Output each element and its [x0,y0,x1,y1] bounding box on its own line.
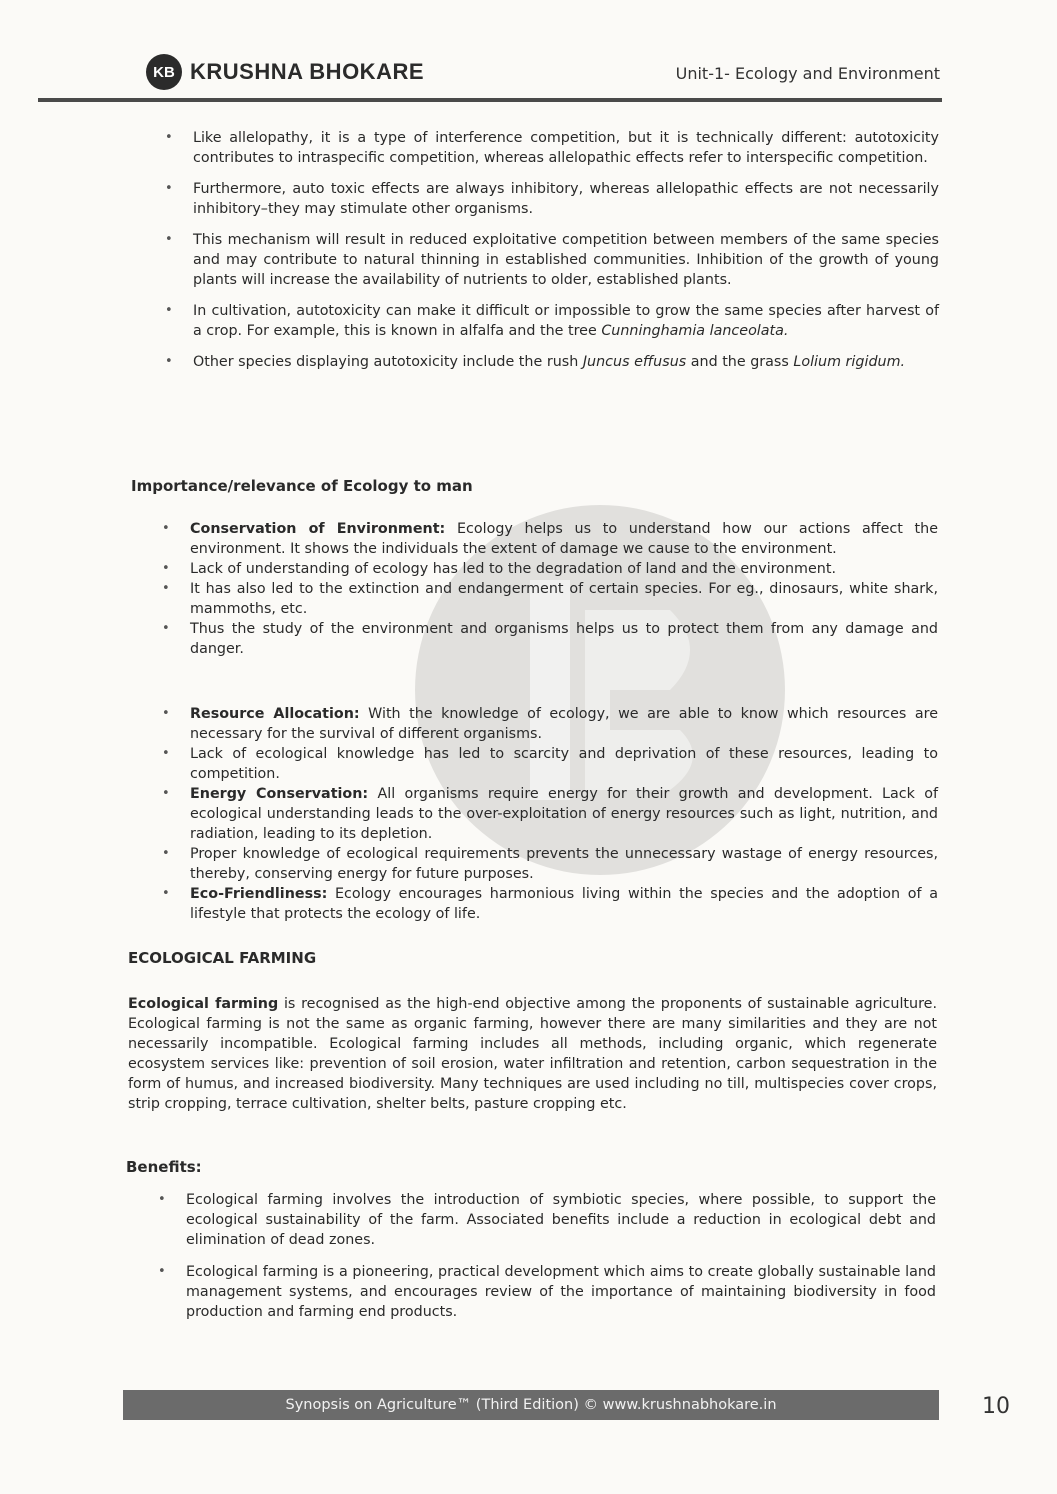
importance-heading: Importance/relevance of Ecology to man [131,477,473,495]
item-term: Conservation of Environment: [190,521,446,537]
list-item [193,301,939,341]
benefits-list [186,1190,936,1334]
list-item [193,352,939,372]
header-rule [38,98,942,102]
ecological-farming-heading: ECOLOGICAL FARMING [128,949,317,967]
item-text: Proper knowledge of ecological requirements prevents the unnecessary wastage of energy resources, thereby, conserving energy for future purposes. [190,846,938,882]
list-item [190,519,938,559]
list-item: • Ecological farming involves the introduction of symbiotic species, where possible, to support the ecological sustainability of the farm. Associated benefits include a reduction in ecological debt and elimination of dead zones. [186,1190,936,1250]
item-text: Lack of ecological knowledge has led to scarcity and deprivation of these resources, leading to competition. [190,746,938,782]
importance-list-2 [190,704,938,924]
item-text: With the knowledge of ecology, we are able to know which resources are necessary for the survival of different organisms. [190,706,938,742]
item-text: It has also led to the extinction and endangerment of certain species. For eg., dinosaurs, white shark, mammoths, etc. [190,581,938,617]
list-item [190,559,938,579]
logo-mark: KB [146,54,182,90]
species-name: Cunninghamia lanceolata. [601,323,789,339]
page-number: 10 [982,1394,1010,1419]
list-item [190,784,938,844]
item-term: Energy Conservation: [190,786,369,802]
item-text: In cultivation, autotoxicity can make it difficult or impossible to grow the same species after harvest of a crop. For example, this is known in alfalfa and the tree [193,303,939,339]
brand-logo [146,54,424,90]
item-text: Ecology encourages harmonious living within the species and the adoption of a lifestyle that protects the ecology of life. [190,886,939,922]
paragraph-text: is recognised as the high-end objective among the proponents of sustainable agriculture. Ecological farming is not the same as organic farming, however there are many similarities and they are not necessarily incompatible. Ecological farming includes all methods, including organic, which regenerate ecosystem services like: prevention of soil erosion, water infiltration and retention, carbon sequestration in the form of humus, and increased biodiversity. Many techniques are used including no till, multispecies cover crops, strip cropping, terrace cultivation, shelter belts, pasture cropping etc. [128,996,937,1112]
importance-list-1 [190,519,938,659]
footer-bar [123,1390,939,1420]
list-item: • Like allelopathy, it is a type of interference competition, but it is technically different: autotoxicity contributes to intraspecific competition, whereas allelopathic effects refer to interspecific competition. [193,128,939,168]
brand-name: KRUSHNA BHOKARE [190,59,425,84]
page-header [38,44,942,102]
list-item [190,579,938,619]
item-term: Eco-Friendliness: [190,886,328,902]
autotoxicity-list [193,128,939,383]
ecological-farming-paragraph [128,994,937,1114]
list-item [190,884,938,924]
item-text: and the grass [690,354,789,370]
list-item: • This mechanism will result in reduced exploitative competition between members of the same species and may contribute to natural thinning in established communities. Inhibition of the growth of young plants will increase the availability of nutrients to older, established plants. [193,230,939,290]
footer-text: Synopsis on Agriculture™ (Third Edition) © www.krushnabhokare.in [285,1397,777,1413]
item-term: Resource Allocation: [190,706,360,722]
list-item [190,744,938,784]
lead-term: Ecological farming [128,996,279,1012]
item-text: Lack of understanding of ecology has led to the degradation of land and the environment. [190,561,836,577]
item-text: Ecology helps us to understand how our actions affect the environment. It shows the individuals the extent of damage we cause to the environment. [190,521,938,557]
species-name: Juncus effusus [582,354,687,370]
list-item [190,844,938,884]
list-item: • Furthermore, auto toxic effects are always inhibitory, whereas allelopathic effects are not necessarily inhibitory–they may stimulate other organisms. [193,179,939,219]
list-item [190,619,938,659]
item-text: Other species displaying autotoxicity include the rush [193,354,579,370]
list-item: • Ecological farming is a pioneering, practical development which aims to create globally sustainable land management systems, and encourages review of the importance of maintaining biodiversity in food production and farming end products. [186,1262,936,1322]
benefits-heading: Benefits: [126,1158,202,1176]
item-text: Thus the study of the environment and organisms helps us to protect them from any damage and danger. [190,621,938,657]
unit-title: Unit-1- Ecology and Environment [675,64,940,83]
item-text: All organisms require energy for their growth and development. Lack of ecological understanding leads to the over-exploitation of energy resources such as light, nutrition, and radiation, leading to its depletion. [190,786,939,842]
species-name: Lolium rigidum. [793,354,906,370]
list-item [190,704,938,744]
